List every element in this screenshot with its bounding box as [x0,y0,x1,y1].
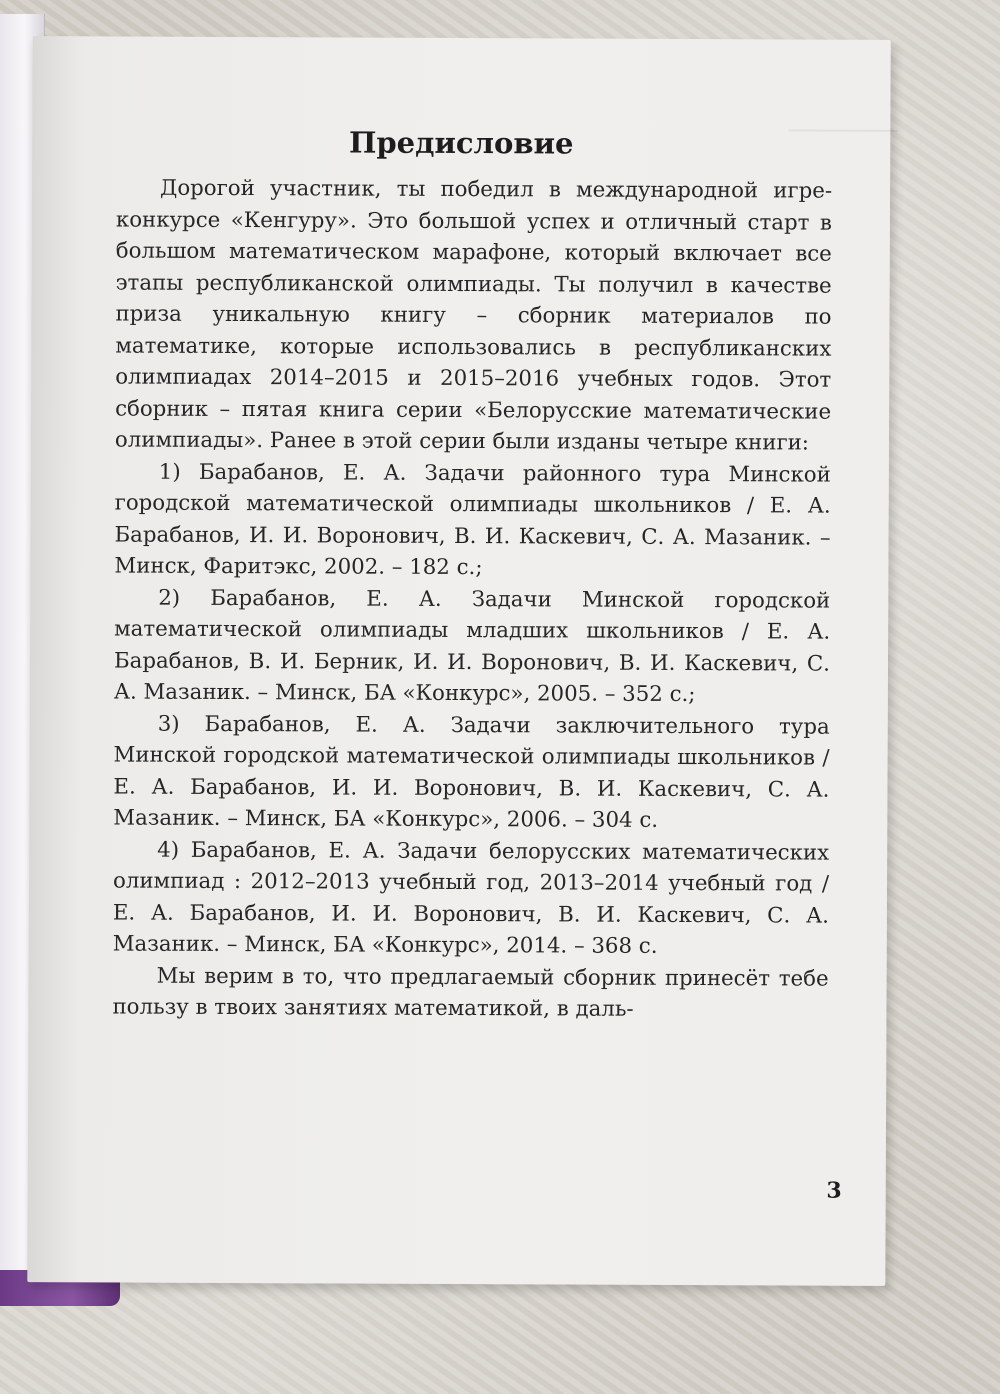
closing-paragraph: Мы верим в то, что предлагаемый сборник принесёт тебе пользу в твоих занятиях математикой, в даль- [112,963,829,1022]
page-number: 3 [826,1177,842,1204]
reference-item-3: 3) Барабанов, Е. А. Задачи заключительного тура Минской городской математической олимпиады школьников / Е. А. Барабанов, И. И. Воронович, В. И. Каскевич, С. А. Мазаник. – Минск, БА «Конкурс», 2006. – 304 с. [113,711,830,833]
reference-item-2: 2) Барабанов, Е. А. Задачи Минской городской математической олимпиады младших школьников / Е. А. Барабанов, В. И. Берник, И. И. Воронович, В. И. Каскевич, С. А. Мазаник. – Минск, БА «Конкурс», 2005. – 352 с.; [113,585,831,708]
page-title: Предисловие [348,125,574,161]
reference-item-1: 1) Барабанов, Е. А. Задачи районного тура Минской городской математической олимпиады школьников / Е. А. Барабанов, И. И. Воронович, В. И. Каскевич, С. А. Мазаник. – Минск, Фаритэкс, 2002. – 182 с.; [114,459,831,581]
intro-paragraph: Дорогой участник, ты победил в международной игре-конкурсе «Кенгуру». Это большой успех и отличный старт в большом математическом марафоне, который включает все этапы республиканской олимпиады. Ты получил в качестве приза уникальную книгу – сборник материалов по математике, которые использовались в республиканских олимпиадах 2014–2015 и 2015–2016 учебных годов. Этот сборник – пятая книга серии «Белорусские математические олимпиады». Ранее в этой серии были изданы четыре книги: [114,175,833,456]
book-page [27,36,890,1286]
page-body [112,172,832,1026]
reference-item-4: 4) Барабанов, Е. А. Задачи белорусских математических олимпиад : 2012–2013 учебный год, 2013–2014 учебный год / Е. А. Барабанов, И. И. Воронович, В. И. Каскевич, С. А. Мазаник. – Минск, БА «Конкурс», 2014. – 368 с. [112,837,830,959]
